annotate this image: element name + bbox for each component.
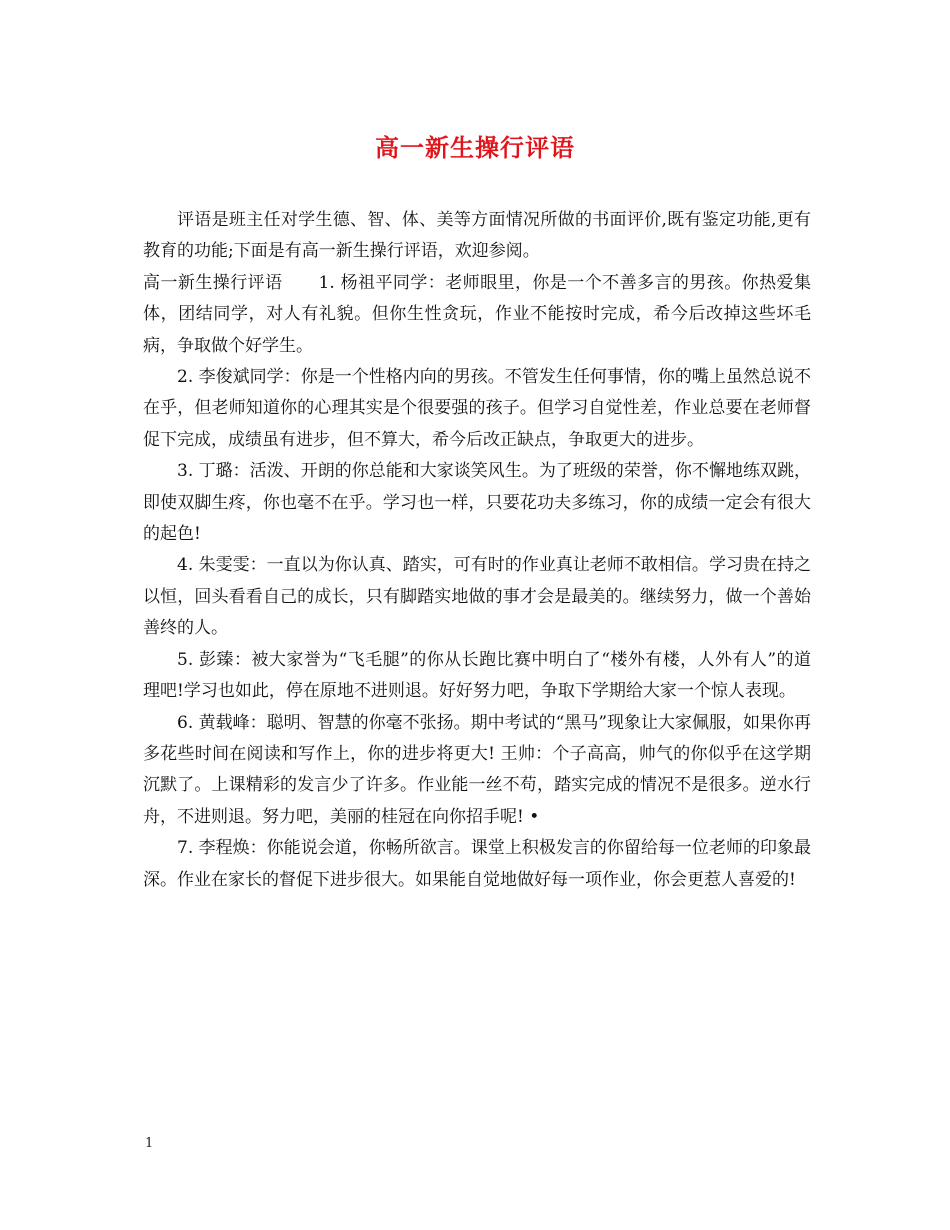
comment-paragraph-4: 4. 朱雯雯：一直以为你认真、踏实，可有时的作业真让老师不敢相信。学习贵在持之以恒，回头看看自己的成长，只有脚踏实地做的事才会是最美的。继续努力，做一个善始善终的人。 xyxy=(143,555,811,639)
comment-text-1: 1. 杨祖平同学：老师眼里，你是一个不善多言的男孩。你热爱集体，团结同学，对人有礼貌。但你生性贪玩，作业不能按时完成，希今后改掉这些坏毛病，争取做个好学生。 xyxy=(143,272,811,356)
document-body xyxy=(143,205,811,896)
section-heading: 高一新生操行评语 xyxy=(143,272,283,293)
comment-paragraph-7: 7. 李程焕：你能说会道，你畅所欲言。课堂上积极发言的你留给每一位老师的印象最深。作业在家长的督促下进步很大。如果能自觉地做好每一项作业，你会更惹人喜爱的! xyxy=(143,838,811,890)
comment-paragraph-6: 6. 黄载峰：聪明、智慧的你毫不张扬。期中考试的“黑马”现象让大家佩服，如果你再多花些时间在阅读和写作上，你的进步将更大! 王帅：个子高高，帅气的你似乎在这学期沉默了。上课精彩的发言少了许多。作业能一丝不苟，踏实完成的情况不是很多。逆水行舟，不进则退。努力吧，美丽的桂冠在向你招手呢! • xyxy=(143,712,812,827)
document-title: 高一新生操行评语 xyxy=(375,133,575,162)
page-number: 1 xyxy=(145,1136,154,1151)
comment-paragraph-5: 5. 彭臻：被大家誉为“飞毛腿”的你从长跑比赛中明白了“楼外有楼，人外有人”的道理吧!学习也如此，停在原地不进则退。好好努力吧，争取下学期给大家一个惊人表现。 xyxy=(143,649,811,702)
comment-paragraph-3: 3. 丁璐：活泼、开朗的你总能和大家谈笑风生。为了班级的荣誉，你不懈地练双跳，即使双脚生疼，你也毫不在乎。学习也一样，只要花功夫多练习，你的成绩一定会有很大的起色! xyxy=(143,461,811,545)
comment-paragraph-1 xyxy=(143,268,811,362)
comment-paragraph-2: 2. 李俊斌同学：你是一个性格内向的男孩。不管发生任何事情，你的嘴上虽然总说不在乎，但老师知道你的心理其实是个很要强的孩子。但学习自觉性差，作业总要在老师督促下完成，成绩虽有进步，但不算大，希今后改正缺点，争取更大的进步。 xyxy=(143,367,811,450)
intro-paragraph: 评语是班主任对学生德、智、体、美等方面情况所做的书面评价,既有鉴定功能,更有教育的功能;下面是有高一新生操行评语，欢迎参阅。 xyxy=(143,210,811,262)
